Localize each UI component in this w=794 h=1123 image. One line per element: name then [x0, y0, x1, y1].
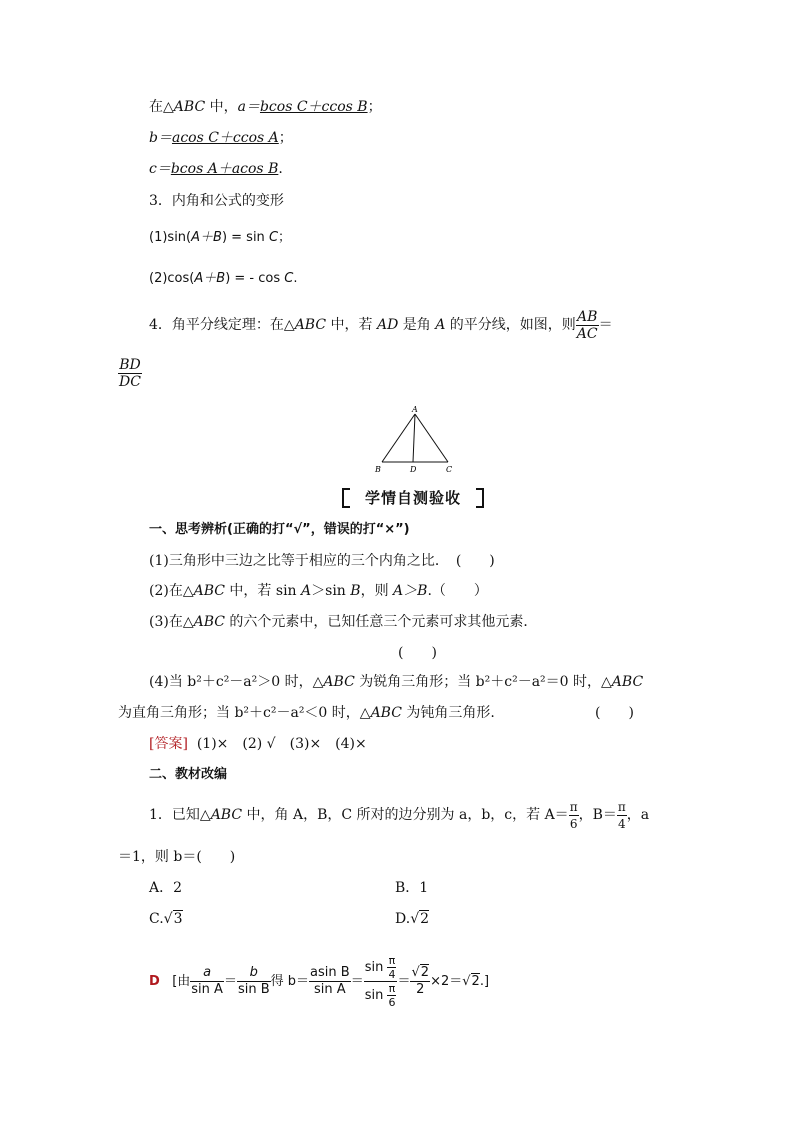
option-d: [395, 910, 429, 928]
text: 为锐角三角形；当 b²＋c²－a²＝0 时，△: [354, 674, 612, 690]
denominator: 4: [388, 968, 396, 981]
sqrt-icon: √: [411, 965, 420, 980]
bisector-theorem: [149, 307, 613, 343]
question-3: [149, 613, 537, 631]
question-1: (1)三角形中三边之比等于相应的三个内角之比． ( ): [149, 553, 495, 569]
text: 1．已知△: [149, 807, 211, 823]
var: C: [268, 230, 279, 245]
text: .: [278, 161, 283, 177]
text: ×2＝: [430, 974, 463, 989]
text: 中，若 sin: [224, 583, 302, 599]
label-c: C: [446, 465, 453, 474]
text: 中，: [205, 99, 238, 115]
side-ac: [415, 414, 448, 462]
sin-label: sin: [364, 960, 384, 975]
denominator: sin A: [314, 982, 346, 997]
question-3-answer-blank: ( ): [398, 645, 437, 661]
text: 的六个元素中，已知任意三个元素可求其他元素．: [224, 614, 538, 630]
radicand: 3: [173, 911, 183, 927]
fraction-pi-4: [617, 799, 627, 832]
section3-title: 3．内角和公式的变形: [149, 193, 284, 209]
text: (2)在△: [149, 583, 194, 599]
text: (2)cos(: [149, 271, 195, 286]
numerator: asin B: [310, 965, 350, 980]
question-4-answer-blank: ( ): [595, 705, 634, 721]
text: ，B＝: [578, 807, 617, 823]
var: A＋B: [191, 230, 222, 245]
text: ，则: [360, 583, 394, 599]
text: ；: [278, 130, 293, 146]
bisector-ad: [413, 414, 415, 462]
sin-label: sin: [364, 988, 384, 1003]
fraction-pi-4: [387, 954, 396, 981]
text: 为钝角三角形.: [401, 705, 495, 721]
denominator: DC: [119, 374, 141, 390]
var: C: [284, 271, 294, 286]
text: ) = - cos: [225, 271, 285, 286]
text: 中，若: [326, 317, 377, 333]
var: B: [350, 583, 361, 599]
fraction-sqrt2-2: [410, 965, 430, 998]
text: 在△: [149, 99, 174, 115]
triangle-name: ABC: [294, 317, 327, 333]
text: (1)sin(: [149, 230, 192, 245]
side-ab: [382, 414, 415, 462]
text: 是角: [398, 317, 436, 333]
projection-line-c: [149, 160, 283, 178]
option-c: [149, 910, 183, 928]
denominator: 4: [618, 816, 626, 831]
numerator: a: [203, 965, 212, 980]
text: ；: [278, 230, 292, 245]
solution-letter: D: [149, 974, 160, 989]
question-4-line1: [149, 673, 643, 691]
fraction-asinB-sinA: [309, 965, 351, 998]
equals: ＝: [598, 317, 613, 333]
triangle-name: ABC: [173, 99, 206, 115]
triangle-figure: [370, 402, 460, 476]
radicand: 2: [420, 911, 430, 927]
numerator: b: [249, 965, 258, 980]
denominator: 2: [416, 982, 425, 997]
sqrt-icon: √: [462, 974, 471, 989]
answer-tag: [答案]: [149, 736, 188, 752]
question-2: [149, 582, 488, 600]
denominator: sin B: [237, 982, 270, 997]
underlined-rhs: bcos C＋ccos B: [259, 99, 368, 115]
part2-title: 二、教材改编: [149, 767, 228, 782]
lhs: c＝: [149, 161, 171, 177]
fraction-ab-ac: [576, 309, 599, 342]
equals: ＝: [223, 974, 237, 989]
text: 的平分线，如图，则: [445, 317, 576, 333]
radicand: 2: [420, 965, 430, 980]
projection-line-b: [149, 129, 293, 147]
triangle-name: ABC: [323, 674, 355, 690]
sqrt-icon: √: [410, 911, 420, 927]
answer-values: (1)× (2) √ (3)× (4)×: [196, 736, 367, 752]
text: .]: [479, 974, 490, 989]
problem-1-line1: [149, 795, 649, 835]
var: A: [301, 583, 312, 599]
denominator: 6: [569, 816, 578, 831]
text: 得 b＝: [270, 974, 310, 989]
fraction-pi-6: [387, 982, 396, 1009]
answer-line: [149, 735, 367, 753]
option-a: A．2: [149, 880, 183, 896]
lhs: a＝: [237, 99, 260, 115]
option-b: B．1: [395, 880, 429, 896]
formula-cos: [149, 270, 297, 288]
banner-title: 学情自测验收: [364, 489, 461, 507]
label-a: A: [412, 405, 418, 414]
numerator: π: [388, 982, 396, 995]
text: ＞sin: [311, 583, 351, 599]
triangle-name: ABC: [210, 807, 243, 823]
label-b: B: [375, 465, 381, 474]
text: ，a: [626, 807, 650, 823]
question-4-line2: [118, 704, 495, 722]
text: .: [293, 271, 298, 286]
triangle-name: ABC: [193, 583, 225, 599]
triangle-name: ABC: [370, 705, 402, 721]
fraction-sin-ratio: [364, 954, 398, 1009]
text: (4)当 b²＋c²－a²＞0 时，△: [149, 674, 324, 690]
numerator: BD: [119, 357, 141, 373]
numerator: π: [617, 799, 626, 814]
lhs: b＝: [149, 130, 172, 146]
sqrt-icon: √: [163, 911, 173, 927]
bracket-right: [476, 488, 484, 508]
equals: ＝: [350, 974, 364, 989]
label-d: D: [410, 465, 417, 474]
label: C.: [149, 911, 164, 927]
equals: ＝: [397, 974, 411, 989]
formula-sin: [149, 229, 291, 247]
underlined-rhs: bcos A＋acos B: [170, 161, 279, 177]
fraction-pi-6: [569, 799, 579, 832]
section-banner: [342, 486, 484, 508]
var: A＞B: [393, 583, 428, 599]
fraction-b-sinB: [237, 965, 271, 998]
text: ；: [367, 99, 382, 115]
text: (3)在△: [149, 614, 194, 630]
angle: A: [435, 317, 446, 333]
numerator: π: [388, 954, 396, 967]
label: D.: [395, 911, 411, 927]
triangle-name: ABC: [193, 614, 225, 630]
text: ) = sin: [221, 230, 269, 245]
text: 为直角三角形；当 b²＋c²－a²＜0 时，△: [118, 705, 371, 721]
numerator: π: [569, 799, 578, 814]
denominator: sin A: [191, 982, 223, 997]
denominator: 6: [388, 996, 396, 1009]
underlined-rhs: acos C＋ccos A: [171, 130, 279, 146]
solution: [149, 942, 489, 1022]
numerator: AB: [577, 308, 598, 325]
denominator: AC: [576, 325, 598, 342]
text: 中，角 A，B，C 所对的边分别为 a，b，c，若 A＝: [242, 807, 569, 823]
text: .（ ）: [427, 583, 488, 599]
text: 4．角平分线定理：在△: [149, 317, 295, 333]
radicand: 2: [471, 974, 480, 989]
var: A＋B: [194, 271, 226, 286]
projection-line-a: [149, 98, 382, 116]
part1-title: 一、思考辨析(正确的打“√”，错误的打“×”): [149, 522, 410, 537]
triangle-name: ABC: [611, 674, 644, 690]
problem-1-line2: ＝1，则 b＝( ): [118, 849, 236, 865]
fraction-bd-dc: [118, 357, 142, 390]
segment: AD: [376, 317, 399, 333]
text: [由: [172, 974, 191, 989]
fraction-a-sinA: [190, 965, 224, 998]
